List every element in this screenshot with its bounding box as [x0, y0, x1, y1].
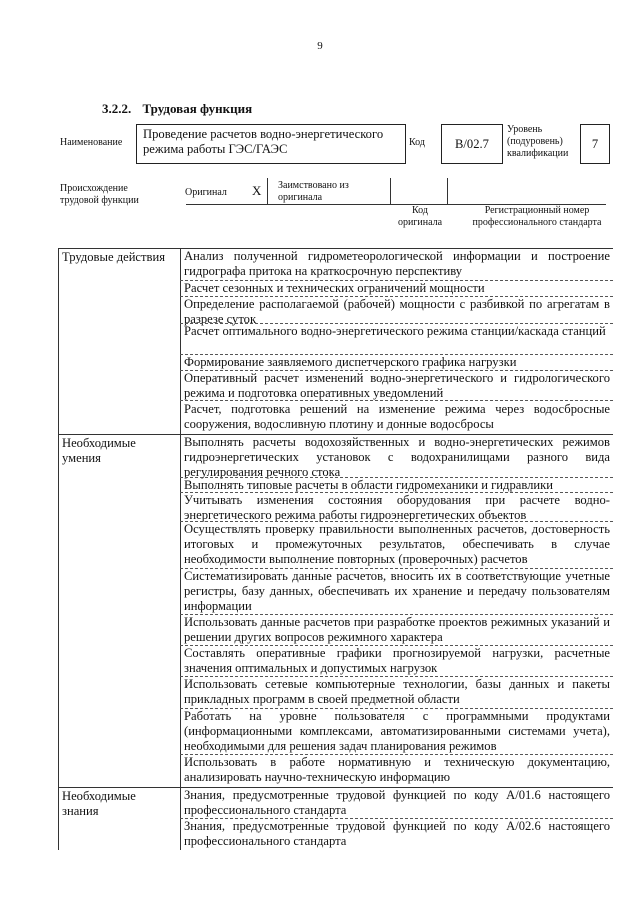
section-divider-2	[58, 787, 180, 788]
reg-number-label: Регистрационный номер профессионального стандарта	[472, 205, 602, 228]
action-item: Оперативный расчет изменений водно-энергетического и гидрологического режима и подготовка оперативных уведомлений	[184, 371, 610, 400]
skill-item: Использовать данные расчетов при разработке проектов режимных указаний и решении других вопросов режимного характера	[184, 615, 610, 644]
knowledge-item: Знания, предусмотренные трудовой функцией по коду А/01.6 настоящего профессионального стандарта	[184, 788, 610, 817]
action-item: Анализ полученной гидрометеорологической информации и построение гидрографа притока на краткосрочную перспективу	[184, 249, 610, 278]
origin-divider-2	[390, 178, 391, 204]
section-number: 3.2.2.	[102, 101, 132, 116]
original-label: Оригинал	[185, 187, 227, 198]
borrowed-label: Заимствовано из оригинала	[278, 180, 349, 203]
table-column-divider	[180, 248, 181, 850]
code-box	[441, 124, 503, 164]
origin-divider-1	[267, 178, 268, 204]
page-number: 9	[317, 40, 323, 52]
section-divider-1	[58, 434, 180, 435]
original-mark: X	[252, 183, 262, 198]
level-box	[580, 124, 610, 164]
action-item: Определение располагаемой (рабочей) мощности с разбивкой по агрегатам в разрезе суток	[184, 297, 610, 326]
name-value: Проведение расчетов водно-энергетического режима работы ГЭС/ГАЭС	[143, 127, 384, 156]
skill-item: Работать на уровне пользователя с программными продуктами (информационными комплексами, автоматизированными системами учета), необходимыми для решения задач планирования режимов	[184, 709, 610, 753]
code-label: Код	[409, 137, 425, 148]
skill-item: Осуществлять проверку правильности выполненных расчетов, достоверность итоговых и промежуточных результатов, обеспечивать в случае необходимости выполнение повторных (проверочных) расчетов	[184, 522, 610, 566]
section-title: Трудовая функция	[142, 101, 253, 116]
row-divider	[180, 400, 613, 401]
section-heading	[102, 101, 252, 117]
skill-item: Систематизировать данные расчетов, вносить их в соответствующие учетные регистры, базу данных, обеспечивать их хранение и передачу пользователям информации	[184, 569, 610, 613]
skill-item: Выполнять расчеты водохозяйственных и водно-энергетических режимов гидроэнергетических установок с водохранилищами разного вида регулирования речного стока	[184, 435, 610, 479]
section-label-knowledge: Необходимые знания	[62, 789, 136, 818]
name-box	[136, 124, 406, 164]
skill-item: Использовать сетевые компьютерные технологии, базы данных и пакеты прикладных программ в своей предметной области	[184, 677, 610, 706]
action-item: Расчет сезонных и технических ограничений мощности	[184, 281, 485, 295]
code-value: B/02.7	[455, 137, 489, 151]
origin-label: Происхождение трудовой функции	[60, 183, 139, 206]
level-value: 7	[591, 137, 599, 151]
level-label: Уровень (подуровень) квалификации	[507, 124, 569, 159]
name-label: Наименование	[60, 137, 123, 148]
skill-item: Учитывать изменения состояния оборудования при расчете водно-энергетического режима работы гидроэнергетических объектов	[184, 493, 610, 522]
table-left-border	[58, 248, 59, 850]
code-original-label: Код оригинала	[397, 205, 443, 228]
action-item: Формирование заявляемого диспетчерского графика нагрузки	[184, 355, 517, 369]
skill-item: Использовать в работе нормативную и техническую документацию, анализировать научно-техническую информацию	[184, 755, 610, 784]
skill-item: Выполнять типовые расчеты в области гидромеханики и гидравлики	[184, 478, 553, 492]
action-item: Расчет оптимального водно-энергетического режима станции/каскада станций	[184, 324, 606, 338]
knowledge-item: Знания, предусмотренные трудовой функцией по коду А/02.6 настоящего профессионального стандарта	[184, 819, 610, 848]
section-label-actions: Трудовые действия	[62, 250, 166, 264]
origin-divider-3	[447, 178, 448, 204]
section-label-skills: Необходимые умения	[62, 436, 136, 465]
skill-item: Составлять оперативные графики прогнозируемой нагрузки, расчетные значения оптимальных и допустимых нагрузок	[184, 646, 610, 675]
action-item: Расчет, подготовка решений на изменение режима через водосбросные сооружения, водосливную плотину и донные водосбросы	[184, 402, 610, 431]
